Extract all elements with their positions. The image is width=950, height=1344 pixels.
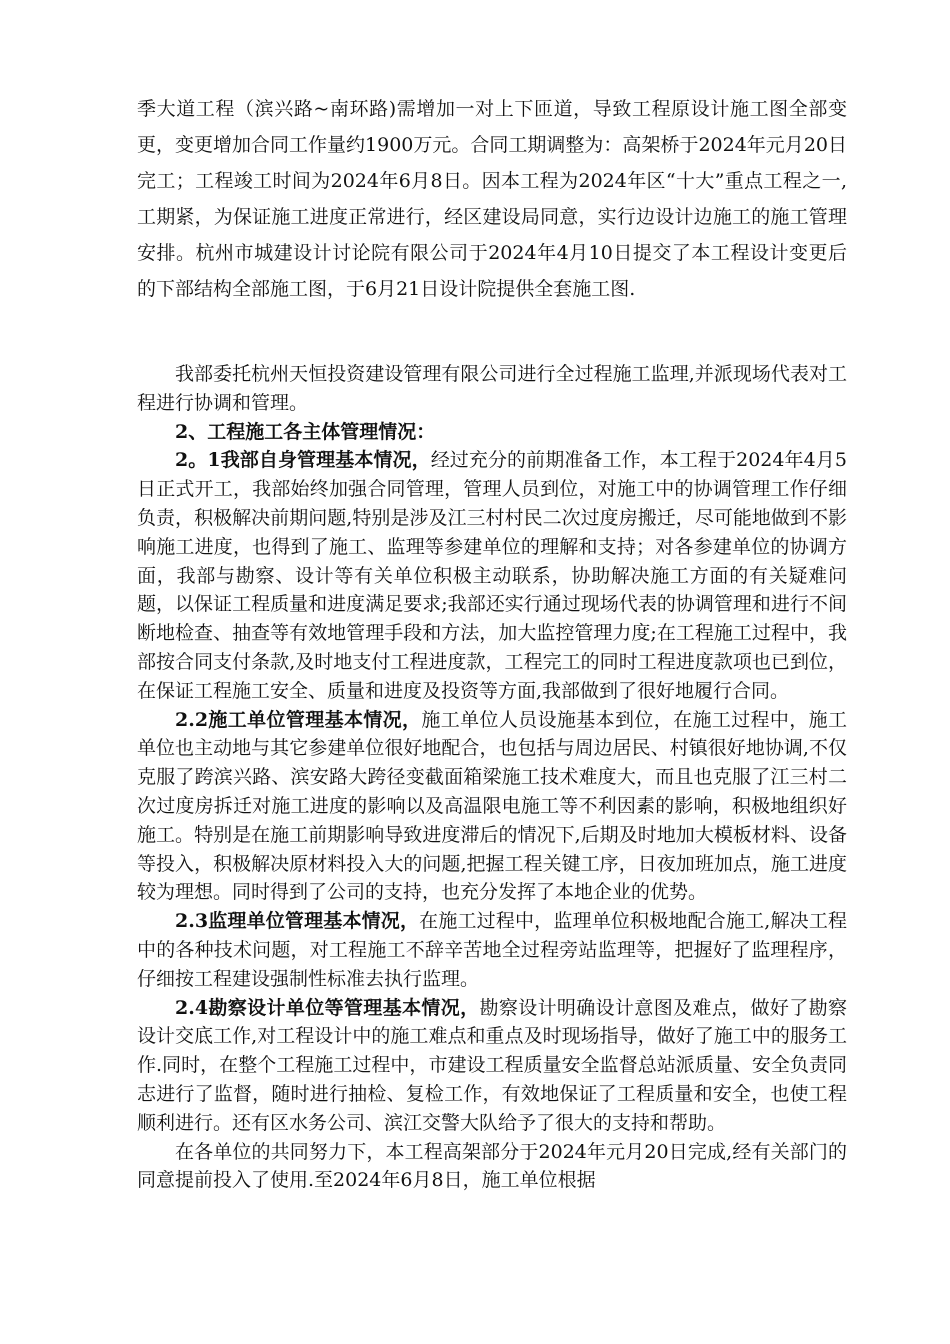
subsection-title: 2.2施工单位管理基本情况，: [175, 708, 422, 731]
intro-paragraph: 季大道工程（滨兴路~南环路)需增加一对上下匝道，导致工程原设计施工图全部变更，变更增加合同工作量约1900万元。合同工期调整为：高架桥于2024年元月20日完工；工程竣工时间为2024年6月8日。因本工程为2024年区“十大”重点工程之一,工期紧，为保证施工进度正常进行，经区建设局同意，实行边设计边施工的施工管理安排。杭州市城建设计讨论院有限公司于2024年4月10日提交了本工程设计变更后的下部结构全部施工图，于6月21日设计院提供全套施工图.: [137, 98, 847, 300]
closing-paragraph: 在各单位的共同努力下，本工程高架部分于2024年元月20日完成,经有关部门的同意提前投入了使用.至2024年6月8日，施工单位根据: [137, 1140, 847, 1192]
subsection-text: 经过充分的前期准备工作，本工程于2024年4月5日正式开工，我部始终加强合同管理，管理人员到位，对施工中的协调管理工作仔细负责，积极解决前期问题,特别是涉及江三村村民二次过度房搬迁，尽可能地做到不影响施工进度，也得到了施工、监理等参建单位的理解和支持；对各参建单位的协调方面，我部与勘察、设计等有关单位积极主动联系，协助解决施工方面的有关疑难问题，以保证工程质量和进度满足要求;我部还实行通过现场代表的协调管理和进行不间断地检查、抽查等有效地管理手段和方法，加大监控管理力度;在工程施工过程中，我部按合同支付条款,及时地支付工程进度款，工程完工的同时工程进度款项也已到位，在保证工程施工安全、质量和进度及投资等方面,我部做到了很好地履行合同。: [137, 449, 847, 702]
subsection-title: 2。1我部自身管理基本情况，: [175, 449, 431, 472]
subsection-text: 施工单位人员设施基本到位，在施工过程中，施工单位也主动地与其它参建单位很好地配合，也包括与周边居民、村镇很好地协调,不仅克服了跨滨兴路、滨安路大跨径变截面箱梁施工技术难度大，而且也克服了江三村二次过度房拆迁对施工进度的影响以及高温限电施工等不利因素的影响，积极地组织好施工。特别是在施工前期影响导致进度滞后的情况下,后期及时地加大模板材料、设备等投入，积极解决原材料投入大的问题,把握工程关键工序，日夜加班加点，施工进度较为理想。同时得到了公司的支持，也充分发挥了本地企业的优势。: [137, 708, 847, 904]
supervision-paragraph: 我部委托杭州天恒投资建设管理有限公司进行全过程施工监理,并派现场代表对工程进行协调和管理。: [137, 363, 847, 414]
body-block: [137, 360, 847, 1195]
subsection-paragraph-2-4: [137, 994, 847, 1138]
section-heading: 2、工程施工各主体管理情况：: [175, 420, 436, 443]
subsection-paragraph-2-2: [137, 706, 847, 908]
subsection-title: 2.4勘察设计单位等管理基本情况，: [175, 996, 480, 1019]
subsection-title: 2.3监理单位管理基本情况，: [175, 910, 420, 933]
subsection-text: 勘察设计明确设计意图及难点，做好了勘察设计交底工作,对工程设计中的施工难点和重点及时现场指导，做好了施工中的服务工作.同时，在整个工程施工过程中，市建设工程质量安全监督总站派质量、安全负责同志进行了监督，随时进行抽检、复检工作，有效地保证了工程质量和安全，也使工程顺利进行。还有区水务公司、滨江交警大队给予了很大的支持和帮助。: [137, 996, 847, 1134]
subsection-text: 在施工过程中，监理单位积极地配合施工,解决工程中的各种技术问题，对工程施工不辞辛苦地全过程旁站监理等，把握好了监理程序，仔细按工程建设强制性标准去执行监理。: [137, 910, 847, 990]
subsection-paragraph-2-3: [137, 907, 847, 993]
subsection-paragraph-2-1: [137, 446, 847, 705]
intro-block: [137, 91, 847, 307]
